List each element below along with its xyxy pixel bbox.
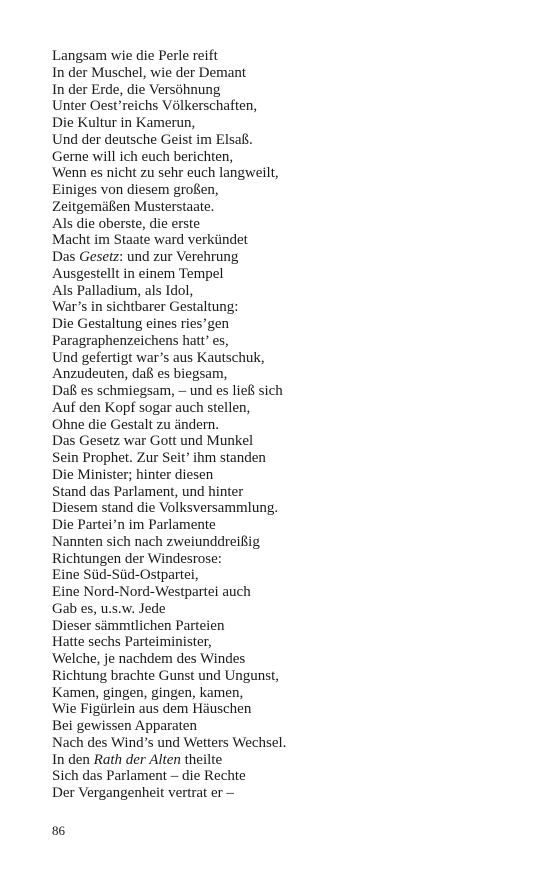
verse-line [52,718,286,735]
line-text: Das Gesetz war Gott und Munkel [52,433,254,450]
line-text: Richtung brachte Gunst und Ungunst, [52,667,280,684]
verse-line [52,735,286,752]
verse-line [52,618,286,635]
italic-text: Rath der Alten [93,751,181,768]
verse-line [52,165,286,182]
line-text: Eine Nord-Nord-Westpartei auch [52,584,251,600]
line-text: Macht im Staate ward verkündet [52,232,248,249]
verse-line [52,400,286,417]
line-text: Nannten sich nach zweiunddreißig [52,533,260,550]
verse-line [52,98,286,115]
verse-line [52,651,286,668]
verse-line [52,283,286,300]
verse-line [52,48,286,65]
verse-line [52,266,286,283]
verse-line [52,534,286,551]
line-text: In der Muschel, wie der Demant [52,64,247,81]
verse-line [52,551,286,568]
verse-line [52,601,286,618]
line-text: Sein Prophet. Zur Seit’ ihm standen [52,450,266,466]
verse-line [52,383,286,400]
verse-line [52,182,286,199]
verse-line [52,500,286,517]
verse-line [52,785,286,802]
line-text: Ohne die Gestalt zu ändern. [52,416,220,433]
line-text: Stand das Parlament, und hinter [52,483,244,500]
line-text: Die Gestaltung eines ries’gen [52,316,230,332]
verse-line [52,517,286,534]
line-text: Anzudeuten, daß es biegsam, [52,366,228,383]
page-number: 86 [52,823,65,838]
verse-line [52,417,286,434]
line-text: Wie Figürlein aus dem Häuschen [52,701,252,718]
verse-line [52,584,286,601]
line-text: Das [52,249,80,265]
line-text: Welche, je nachdem des Windes [52,651,246,667]
verse-line [52,752,286,769]
line-text: Hatte sechs Parteiminister, [52,634,212,651]
verse-line [52,199,286,216]
verse-line [52,132,286,149]
verse-line [52,149,286,166]
verse-line [52,567,286,584]
line-text: Die Kultur in Kamerun, [52,115,196,131]
line-text: Langsam wie die Perle reift [52,48,218,64]
line-text: Der Vergangenheit vertrat er – [52,785,234,801]
verse-line [52,701,286,718]
verse-line [52,433,286,450]
verse-line [52,350,286,367]
line-text: Und gefertigt war’s aus Kautschuk, [52,349,265,366]
line-text: Richtungen der Windesrose: [52,550,222,567]
line-text: Unter Oest’reichs Völkerschaften, [52,98,258,115]
line-text: Gerne will ich euch berichten, [52,148,234,165]
line-text: Als die oberste, die erste [52,215,200,232]
line-text: Die Partei’n im Parlamente [52,517,216,533]
poem-text [52,48,286,802]
verse-line [52,299,286,316]
line-text: In den [52,751,94,768]
verse-line [52,316,286,333]
line-text: Nach des Wind’s und Wetters Wechsel. [52,734,287,751]
verse-line [52,634,286,651]
verse-line [52,65,286,82]
line-text: Kamen, gingen, gingen, kamen, [52,684,244,701]
line-text: : und zur Verehrung [119,249,239,265]
verse-line [52,768,286,785]
line-text: Gab es, u.s.w. Jede [52,600,166,617]
line-text: Diesem stand die Volksversammlung. [52,500,279,517]
italic-text: Gesetz [79,249,120,265]
verse-line [52,232,286,249]
line-text: Eine Süd-Süd-Ostpartei, [52,567,199,584]
line-text: Sich das Parlament – die Rechte [52,768,246,785]
line-text: In der Erde, die Versöhnung [52,81,221,98]
line-text: Als Palladium, als Idol, [52,282,194,299]
verse-line [52,82,286,99]
line-text: Ausgestellt in einem Tempel [52,265,224,282]
line-text: Die Minister; hinter diesen [52,466,214,483]
verse-line [52,249,286,266]
verse-line [52,216,286,233]
verse-line [52,115,286,132]
verse-line [52,685,286,702]
line-text: Einiges von diesem großen, [52,182,219,198]
line-text: Dieser sämmtlichen Parteien [52,617,225,634]
verse-line [52,450,286,467]
line-text: theilte [180,751,223,768]
verse-line [52,366,286,383]
verse-line [52,333,286,350]
line-text: Auf den Kopf sogar auch stellen, [52,399,251,416]
line-text: Zeitgemäßen Musterstaate. [52,198,215,215]
line-text: Und der deutsche Geist im Elsaß. [52,131,253,148]
line-text: Bei gewissen Apparaten [52,718,197,734]
verse-line [52,484,286,501]
line-text: Daß es schmiegsam, – und es ließ sich [52,383,283,399]
verse-line [52,467,286,484]
line-text: War’s in sichtbarer Gestaltung: [52,299,239,316]
line-text: Paragraphenzeichens hatt’ es, [52,332,229,349]
line-text: Wenn es nicht zu sehr euch langweilt, [52,165,279,182]
verse-line [52,668,286,685]
